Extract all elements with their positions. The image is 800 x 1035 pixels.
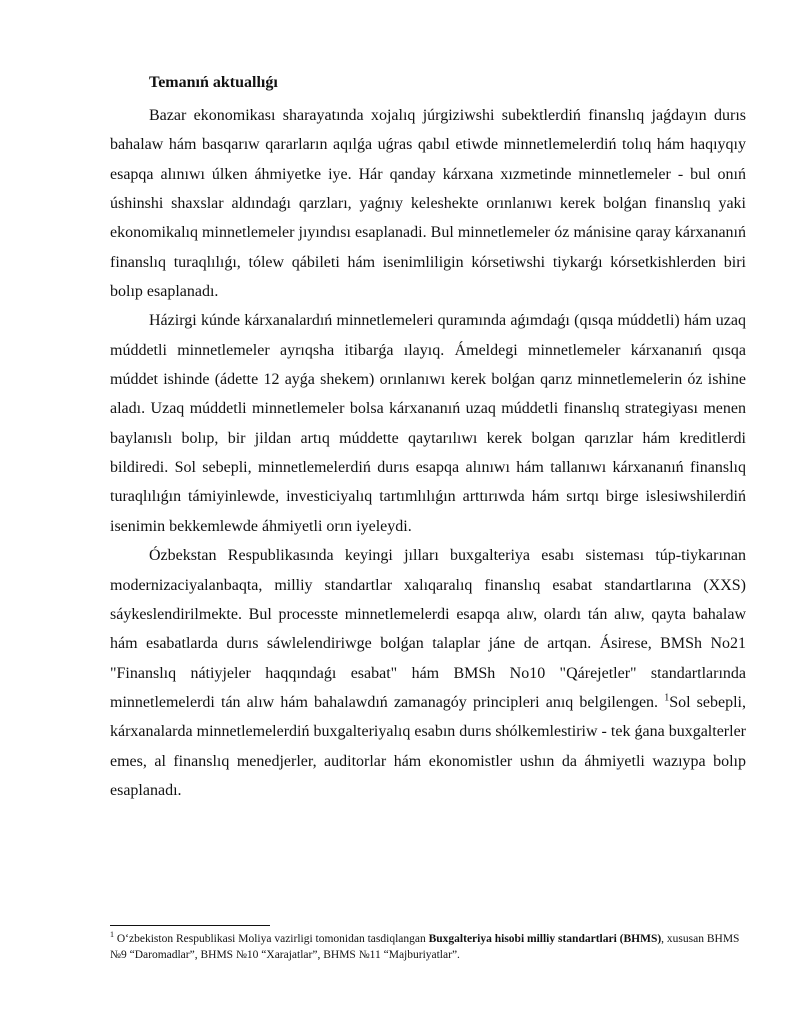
paragraph-3-text: Ózbekstan Respublikasında keyingi jılları buxgalteriya esabı sisteması túp-tiykarınan modernizaciyalanbaqta, milliy standartlar xalıqaralıq finanslıq esabat standartlarına (XXS) sáykeslendirilmekte. Bul processte minnetlemelerdi esapqa alıw, olardı tán alıw, qayta bahalaw hám esabatlarda durıs sáwlelendiriwge bolǵan talaplar jáne de artqan. Ásirese, BMSh No21 "Finanslıq nátiyjeler haqqındaǵı esabat" hám BMSh No10 "Qárejetler" standartlarında minnetlemelerdi tán alıw hám bahalawdıń zamanagóy principleri anıq belgilengen.	[110, 547, 746, 711]
paragraph-2: Házirgi kúnde kárxanalardıń minnetlemeleri quramında aǵımdaǵı (qısqa múddetli) hám uzaq múddetli minnetlemeler ayrıqsha itibarǵa ılayıq. Ámeldegi minnetlemeler kárxananıń qısqa múddet ishinde (ádette 12 ayǵa shekem) orınlanıwı kerek bolǵan qarız minnetlemelerin óz ishine aladı. Uzaq múddetli minnetlemeler bolsa kárxananıń uzaq múddetli finanslıq strategiyası menen baylanıslı bolıp, bir jildan artıq múddette qaytarılıwı kerek bolgan qarızlar hám kreditlerdi bildiredi. Sol sebepli, minnetlemelerdiń durıs esapqa alınıwı hám tallanıwı kárxananıń finanslıq turaqlılıǵın támiyinlewde, investiciyalıq tartımlılıǵın arttırıwda hám sırtqı birge islesiwshilerdiń isenimin bekkemlewde áhmiyetli orın iyeleydi.	[110, 312, 746, 535]
footnote-bold-title: Buxgalteriya hisobi milliy standartlari (BHMS)	[428, 933, 662, 945]
footnote-mark: 1	[110, 930, 114, 940]
section-heading: Temanıń aktuallıǵı	[149, 74, 278, 91]
body-text	[110, 101, 746, 805]
footnote-reference[interactable]: 1	[664, 692, 670, 704]
paragraph-1: Bazar ekonomikası sharayatında xojalıq júrgiziwshi subektlerdiń finanslıq jaǵdayın durıs bahalaw hám basqarıw qararların aqılǵa uǵras qabıl etiwde minnetlemelerdiń tolıq hám haqıyqıy esapqa alınıwı úlken áhmiyetke iye. Hár qanday kárxana xızmetinde minnetlemeler - bul onıń úshinshi shaxslar aldındaǵı qarzları, yaǵnıy keleshekte orınlanıwı kerek bolǵan finanslıq yaki ekonomikalıq minnetlemeler jıyındısı esaplanadi. Bul minnetlemeler óz mánisine qaray kárxananıń finanslıq turaqlılıǵı, tólew qábileti hám isenimliligin kórsetiwshi tiykarǵı kórsetkishlerden biri bolıp esaplanadı.	[110, 107, 746, 301]
footnote-separator	[110, 925, 270, 926]
paragraph-3	[110, 541, 746, 805]
footnote-text: O‘zbekiston Respublikasi Moliya vazirligi tomonidan tasdiqlangan	[116, 933, 426, 945]
footnote-text-continued: , xususan BHMS №9 “Daromadlar”, BHMS №10 “Xarajatlar”, BHMS №11 “Majburiyatlar”.	[110, 933, 740, 961]
paragraph-3-continuation: Sol sebepli, kárxanalarda minnetlemelerdiń buxgalteriyalıq esabın durıs shólkemlestiriw - tek ǵana buxgalterler emes, al finanslıq menedjerler, auditorlar hám ekonomistler ushın da áhmiyetli wazıypa bolıp esaplanadı.	[110, 693, 746, 799]
footnote	[110, 931, 750, 963]
